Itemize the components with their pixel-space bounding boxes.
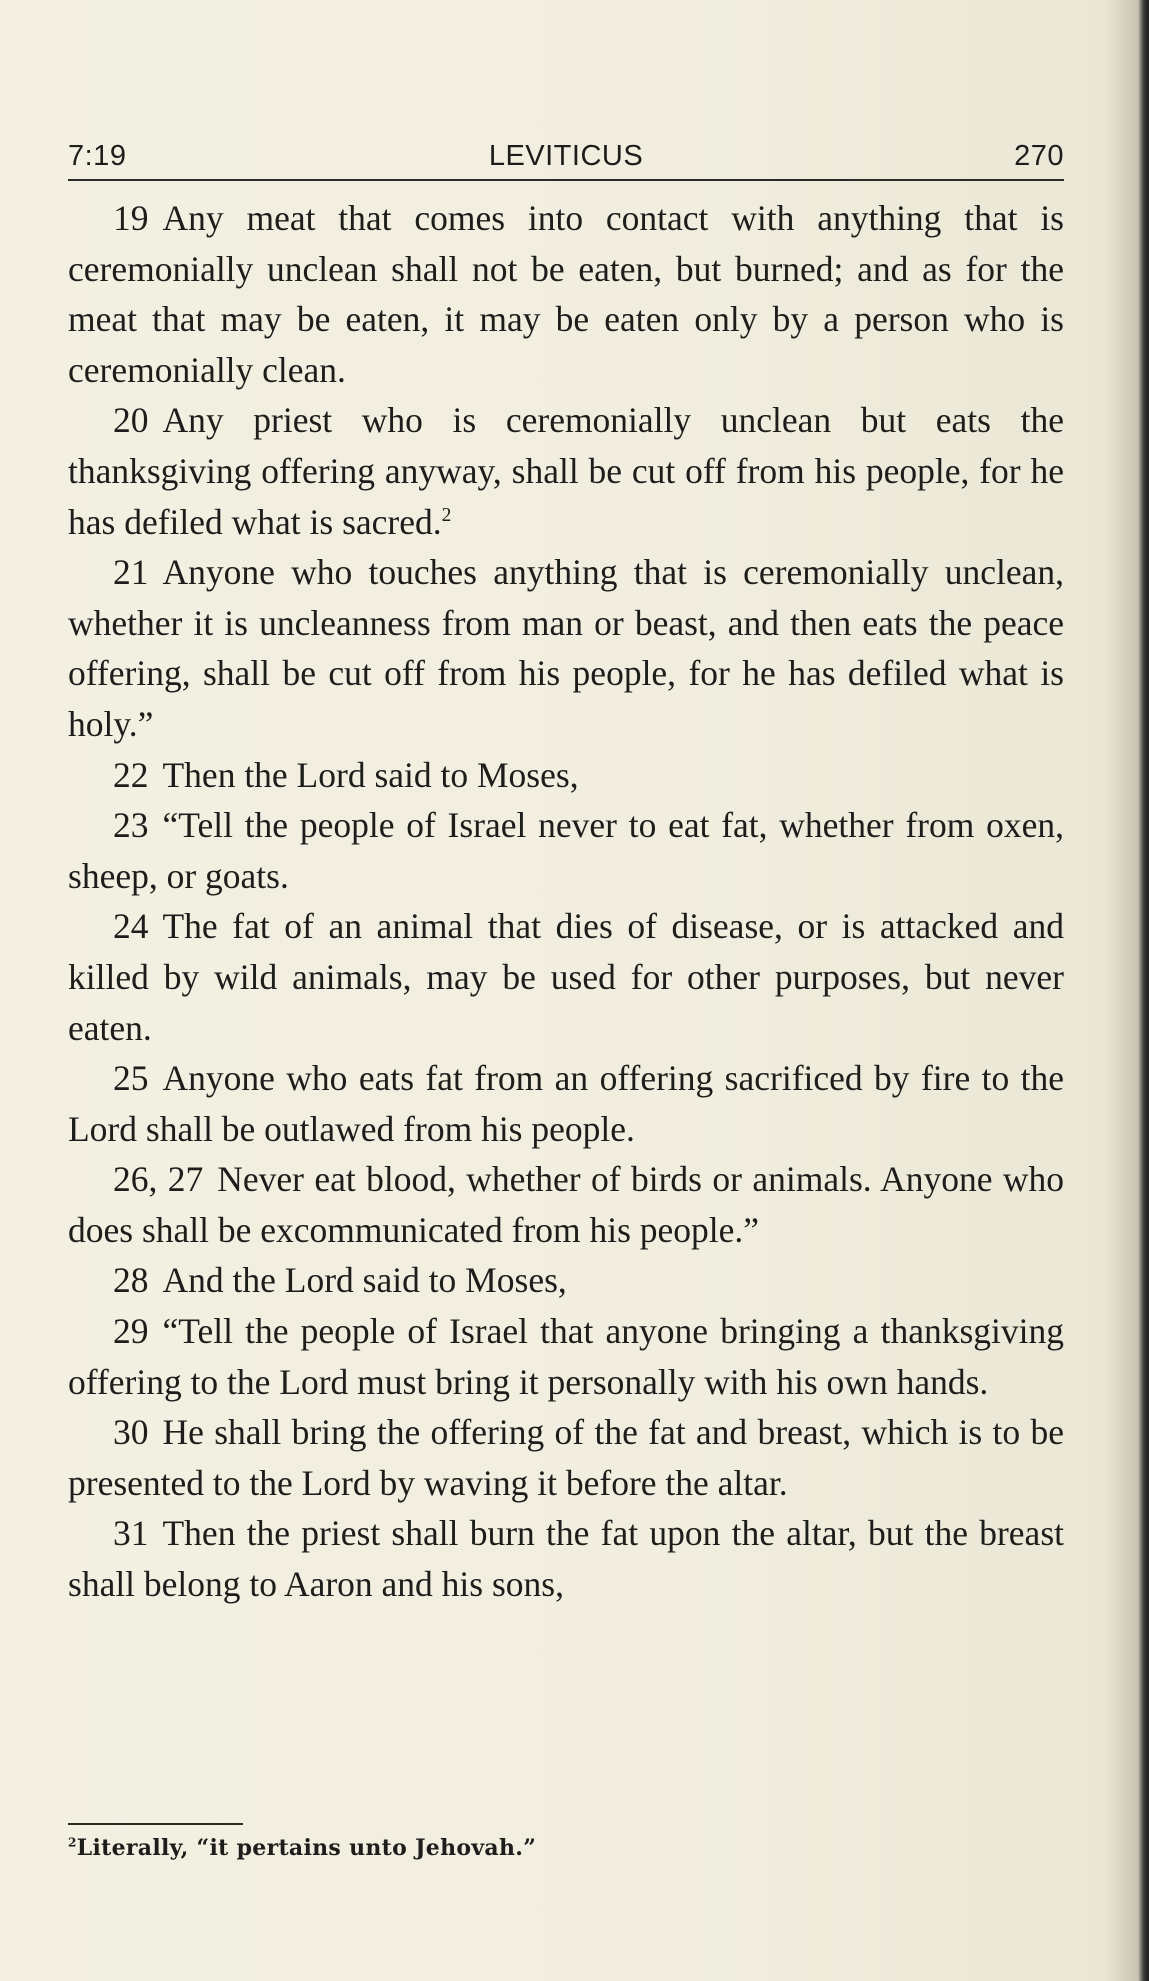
- verse-paragraph: [68, 800, 1064, 901]
- verse-number: 21: [113, 552, 149, 593]
- verse-text: He shall bring the offering of the fat and breast, which is to be presented to the Lord by waving it before the altar.: [68, 1412, 1064, 1503]
- verse-number: 30: [113, 1412, 149, 1453]
- verse-paragraph: [68, 395, 1064, 547]
- verse-text: Anyone who touches anything that is ceremonially unclean, whether it is uncleanness from man or beast, and then eats the peace offering, shall be cut off from his people, for he has defiled what is holy.”: [68, 552, 1064, 744]
- verse-text: “Tell the people of Israel that anyone bringing a thanksgiving offering to the Lord must bring it personally with his own hands.: [68, 1311, 1064, 1402]
- scripture-text: [68, 193, 1064, 1610]
- verse-text: Never eat blood, whether of birds or animals. Anyone who does shall be excommunicated from his people.”: [68, 1159, 1065, 1250]
- verse-number: 26, 27: [113, 1159, 204, 1200]
- book-title: LEVITICUS: [488, 140, 644, 172]
- verse-paragraph: [68, 1508, 1064, 1609]
- verse-number: 29: [113, 1311, 149, 1352]
- verse-number: 23: [113, 805, 149, 846]
- verse-paragraph: [68, 1255, 1064, 1306]
- verse-number: 28: [113, 1260, 149, 1301]
- footnote-rule: [68, 1823, 243, 1825]
- footnote-text: Literally, “it pertains unto Jehovah.”: [76, 1835, 537, 1861]
- verse-number: 24: [113, 906, 149, 947]
- verse-number: 19: [113, 198, 149, 238]
- verse-paragraph: [68, 547, 1064, 749]
- verse-number: 20: [113, 400, 149, 441]
- verse-paragraph: [68, 1306, 1064, 1407]
- verse-text: Anyone who eats fat from an offering sacrificed by fire to the Lord shall be outlawed from his people.: [68, 1058, 1064, 1149]
- footnote: [68, 1835, 536, 1861]
- verse-paragraph: [68, 750, 1064, 801]
- verse-text: The fat of an animal that dies of disease, or is attacked and killed by wild animals, may be used for other purposes, but never eaten.: [68, 906, 1064, 1048]
- verse-number: 22: [113, 754, 149, 795]
- verse-text: Then the priest shall burn the fat upon the altar, but the breast shall belong to Aaron and his sons,: [68, 1513, 1064, 1605]
- verse-text: Then the Lord said to Moses,: [162, 754, 579, 795]
- chapter-verse-reference: 7:19: [68, 140, 127, 172]
- running-head: [68, 140, 1064, 180]
- verse-paragraph: [68, 1053, 1064, 1154]
- verse-paragraph: [68, 1407, 1064, 1508]
- verse-paragraph: [68, 193, 1064, 395]
- verse-text: And the Lord said to Moses,: [162, 1260, 567, 1301]
- verse-text: Any meat that comes into contact with anything that is ceremonially unclean shall not be eaten, but burned; and as for the meat that may be eaten, it may be eaten only by a person who is ceremonially clean.: [68, 198, 1064, 390]
- verse-paragraph: [68, 1154, 1064, 1255]
- footnote-reference: 2: [441, 504, 452, 526]
- page-number: 270: [1014, 140, 1064, 172]
- verse-number: 25: [113, 1058, 149, 1099]
- header-rule: [68, 179, 1064, 181]
- verse-number: 31: [113, 1513, 149, 1554]
- verse-text: “Tell the people of Israel never to eat fat, whether from oxen, sheep, or goats.: [68, 805, 1064, 896]
- verse-paragraph: [68, 901, 1064, 1053]
- verse-text: Any priest who is ceremonially unclean but eats the thanksgiving offering anyway, shall be cut off from his people, for he has defiled what is sacred.: [68, 400, 1064, 542]
- footnote-marker: 2: [68, 1835, 77, 1850]
- page-binding-edge: [1139, 0, 1149, 1981]
